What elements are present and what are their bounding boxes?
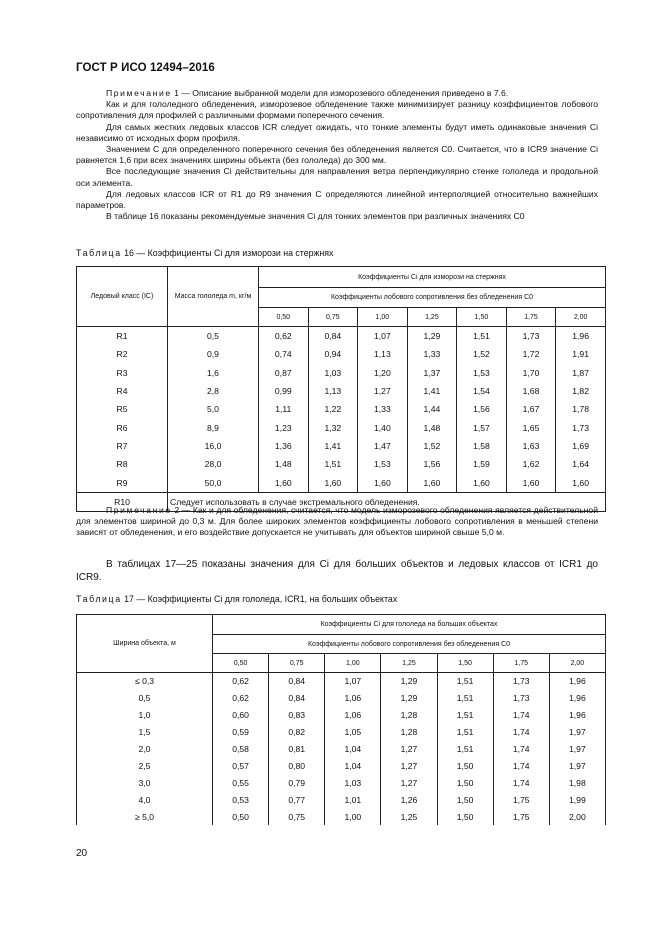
ic-cell: R9 <box>77 473 168 492</box>
coef-cell: 1,74 <box>493 757 549 774</box>
c0-value: 0,50 <box>259 308 309 327</box>
coef-cell: 1,87 <box>556 364 606 382</box>
ic-cell: R5 <box>77 400 168 418</box>
table-row <box>77 791 606 808</box>
coef-cell: 1,78 <box>556 400 606 418</box>
table-row <box>77 808 606 825</box>
coef-cell: 0,84 <box>269 690 325 707</box>
coef-cell: 1,60 <box>308 473 358 492</box>
table-17-caption <box>76 594 397 604</box>
coef-cell: 1,74 <box>493 707 549 724</box>
table-row <box>77 690 606 707</box>
note-2-label: Примечание <box>106 505 172 515</box>
note-2-text: 2 — Как и для обледенения, считается, что модель изморозевого обледенения является действительной для элементов шириной до 0,3 м. Для более широких элементов коэффициенты лобового сопротивления в меньшей степени зависят от обледенения, и его воздействие допускается не учитывать для объектов шириной свыше 5,0 м. <box>76 505 598 538</box>
c0-value: 2,00 <box>556 308 606 327</box>
table-row <box>77 327 606 346</box>
table-row <box>77 364 606 382</box>
mass-cell: 5,0 <box>168 400 259 418</box>
coef-cell: 1,51 <box>437 724 493 741</box>
coef-cell: 1,13 <box>308 382 358 400</box>
c0-value: 0,50 <box>213 654 269 673</box>
coef-cell: 1,91 <box>556 345 606 363</box>
ic-cell: R4 <box>77 382 168 400</box>
coef-cell: 1,04 <box>325 741 381 758</box>
coef-cell: 1,62 <box>506 455 556 473</box>
coef-cell: 1,06 <box>325 707 381 724</box>
table-16-col-ic: Ледовый класс (IC) <box>77 267 168 327</box>
mass-cell: 0,5 <box>168 327 259 346</box>
coef-cell: 1,64 <box>556 455 606 473</box>
coef-cell: 0,77 <box>269 791 325 808</box>
coef-cell: 1,47 <box>358 437 408 455</box>
table-16-caption-text: 16 — Коэффициенты Ci для изморози на стержнях <box>124 248 334 258</box>
coef-cell: 1,60 <box>556 473 606 492</box>
table-17-group-header: Коэффициенты Ci для гололеда на больших объектах <box>213 615 606 635</box>
coef-cell: 0,59 <box>213 724 269 741</box>
coef-cell: 0,62 <box>213 690 269 707</box>
coef-cell: 1,01 <box>325 791 381 808</box>
note-1-label: Примечание <box>106 88 172 98</box>
coef-cell: 1,37 <box>407 364 457 382</box>
coef-cell: 1,68 <box>506 382 556 400</box>
coef-cell: 1,40 <box>358 418 408 436</box>
coef-cell: 0,94 <box>308 345 358 363</box>
table-row <box>77 741 606 758</box>
coef-cell: 1,44 <box>407 400 457 418</box>
c0-value: 1,50 <box>437 654 493 673</box>
coef-cell: 1,52 <box>407 437 457 455</box>
width-cell: 2,5 <box>77 757 213 774</box>
coef-cell: 1,29 <box>407 327 457 346</box>
coef-cell: 1,73 <box>556 418 606 436</box>
ic-cell: R8 <box>77 455 168 473</box>
mass-cell: 16,0 <box>168 437 259 455</box>
coef-cell: 1,96 <box>549 673 605 690</box>
tables-paragraph-text: В таблицах 17—25 показаны значения для Ci для больших объектов и ледовых классов от ICR1 до ICR9. <box>76 559 598 583</box>
table-17 <box>76 614 606 825</box>
paragraph-6: В таблице 16 показаны рекомендуемые значения Ci для тонких элементов при различных значениях C0 <box>106 211 525 222</box>
width-cell: 0,5 <box>77 690 213 707</box>
coef-cell: 1,27 <box>381 741 437 758</box>
coef-cell: 0,58 <box>213 741 269 758</box>
coef-cell: 1,48 <box>407 418 457 436</box>
table-row <box>77 673 606 690</box>
ic-cell: R1 <box>77 327 168 346</box>
coef-cell: 1,65 <box>506 418 556 436</box>
coef-cell: 1,60 <box>457 473 507 492</box>
coef-cell: 1,74 <box>493 724 549 741</box>
note-1 <box>76 88 598 99</box>
table-row <box>77 400 606 418</box>
coef-cell: 1,52 <box>457 345 507 363</box>
coef-cell: 1,73 <box>506 327 556 346</box>
coef-cell: 1,60 <box>407 473 457 492</box>
width-cell: 2,0 <box>77 741 213 758</box>
document-header: ГОСТ Р ИСО 12494–2016 <box>76 62 215 74</box>
coef-cell: 1,56 <box>457 400 507 418</box>
table-16-caption <box>76 248 333 258</box>
coef-cell: 1,99 <box>549 791 605 808</box>
coef-cell: 2,00 <box>549 808 605 825</box>
coef-cell: 1,75 <box>493 808 549 825</box>
c0-value: 1,75 <box>493 654 549 673</box>
coef-cell: 1,50 <box>437 791 493 808</box>
coef-cell: 1,73 <box>493 673 549 690</box>
coef-cell: 1,23 <box>259 418 309 436</box>
coef-cell: 1,13 <box>358 345 408 363</box>
note-1-text: 1 — Описание выбранной модели для изморозевого обледенения приведено в 7.6. <box>174 88 509 98</box>
coef-cell: 1,28 <box>381 724 437 741</box>
coef-cell: 1,06 <box>325 690 381 707</box>
coef-cell: 1,82 <box>556 382 606 400</box>
note-2-block <box>76 505 598 539</box>
coef-cell: 0,99 <box>259 382 309 400</box>
coef-cell: 1,32 <box>308 418 358 436</box>
table-17-caption-label: Таблица <box>76 594 122 604</box>
coef-cell: 1,98 <box>549 774 605 791</box>
table-16-col-mass: Масса гололеда m, кг/м <box>168 267 259 327</box>
coef-cell: 0,81 <box>269 741 325 758</box>
coef-cell: 1,53 <box>457 364 507 382</box>
coef-cell: 1,74 <box>493 774 549 791</box>
note-2 <box>76 505 598 539</box>
coef-cell: 1,72 <box>506 345 556 363</box>
mass-cell: 8,9 <box>168 418 259 436</box>
coef-cell: 1,03 <box>325 774 381 791</box>
coef-cell: 1,50 <box>437 808 493 825</box>
coef-cell: 1,97 <box>549 724 605 741</box>
coef-cell: 0,57 <box>213 757 269 774</box>
coef-cell: 1,51 <box>457 327 507 346</box>
table-16-caption-label: Таблица <box>76 248 122 258</box>
coef-cell: 1,97 <box>549 757 605 774</box>
c0-value: 0,75 <box>308 308 358 327</box>
table-row <box>77 473 606 492</box>
coef-cell: 1,26 <box>381 791 437 808</box>
coef-cell: 1,96 <box>549 690 605 707</box>
coef-cell: 1,05 <box>325 724 381 741</box>
width-cell: ≤ 0,3 <box>77 673 213 690</box>
width-cell: ≥ 5,0 <box>77 808 213 825</box>
coef-cell: 0,75 <box>269 808 325 825</box>
coef-cell: 1,36 <box>259 437 309 455</box>
c0-value: 1,75 <box>506 308 556 327</box>
coef-cell: 0,53 <box>213 791 269 808</box>
coef-cell: 1,27 <box>358 382 408 400</box>
coef-cell: 1,56 <box>407 455 457 473</box>
table-17-subgroup-header: Коэффициенты лобового сопротивления без обледенения C0 <box>213 635 606 654</box>
coef-cell: 1,50 <box>437 774 493 791</box>
coef-cell: 1,25 <box>381 808 437 825</box>
coef-cell: 1,41 <box>308 437 358 455</box>
table-16-subgroup-header: Коэффициенты лобового сопротивления без обледенения C0 <box>259 288 606 308</box>
table-16 <box>76 266 606 512</box>
table-row <box>77 707 606 724</box>
mass-cell: 0,9 <box>168 345 259 363</box>
intro-text <box>76 88 598 222</box>
coef-cell: 1,75 <box>493 791 549 808</box>
coef-cell: 1,22 <box>308 400 358 418</box>
c0-value: 1,50 <box>457 308 507 327</box>
width-cell: 1,0 <box>77 707 213 724</box>
paragraph-3: Значением C для определенного поперечного сечения без обледенения является C0. Считается, что в ICR9 значение Ci равняется 1,6 при всех значениях ширины объекта (без гололеда) до 300 мм. <box>76 144 598 166</box>
coef-cell: 1,73 <box>493 690 549 707</box>
coef-cell: 1,03 <box>308 364 358 382</box>
mass-cell: 1,6 <box>168 364 259 382</box>
coef-cell: 1,69 <box>556 437 606 455</box>
coef-cell: 0,82 <box>269 724 325 741</box>
tables-paragraph <box>76 558 598 584</box>
mass-cell: 2,8 <box>168 382 259 400</box>
coef-cell: 0,83 <box>269 707 325 724</box>
coef-cell: 1,20 <box>358 364 408 382</box>
table-row <box>77 382 606 400</box>
coef-cell: 0,79 <box>269 774 325 791</box>
paragraph-1: Как и для гололедного обледенения, изморозевое обледенение также минимизирует разницу коэффициентов лобового сопротивления для профилей с различными формами поперечного сечения. <box>76 99 598 121</box>
c0-value: 1,00 <box>358 308 408 327</box>
coef-cell: 1,63 <box>506 437 556 455</box>
table-row <box>77 455 606 473</box>
c0-value: 2,00 <box>549 654 605 673</box>
coef-cell: 1,29 <box>381 690 437 707</box>
ic-cell: R3 <box>77 364 168 382</box>
coef-cell: 0,55 <box>213 774 269 791</box>
coef-cell: 1,51 <box>437 741 493 758</box>
coef-cell: 1,07 <box>325 673 381 690</box>
coef-cell: 1,96 <box>556 327 606 346</box>
c0-value: 1,25 <box>381 654 437 673</box>
c0-value: 0,75 <box>269 654 325 673</box>
coef-cell: 1,11 <box>259 400 309 418</box>
mass-cell: 28,0 <box>168 455 259 473</box>
page-number: 20 <box>76 848 88 859</box>
coef-cell: 1,28 <box>381 707 437 724</box>
width-cell: 4,0 <box>77 791 213 808</box>
coef-cell: 1,27 <box>381 757 437 774</box>
table-17-col-width: Ширина объекта, м <box>77 615 213 673</box>
paragraph-2: Для самых жестких ледовых классов ICR следует ожидать, что тонкие элементы будут иметь одинаковые значения Ci независимо от исходных форм профиля. <box>76 121 598 143</box>
coef-cell: 0,74 <box>259 345 309 363</box>
paragraph-4: Все последующие значения Ci действительны для направления ветра перпендикулярно стенке гололеда и продольной оси элемента. <box>76 166 598 188</box>
coef-cell: 1,29 <box>381 673 437 690</box>
table-row <box>77 418 606 436</box>
coef-cell: 1,97 <box>549 741 605 758</box>
coef-cell: 1,60 <box>358 473 408 492</box>
table-row <box>77 437 606 455</box>
paragraph-5: Для ледовых классов ICR от R1 до R9 значения C определяются линейной интерполяцией относительно важнейших параметров. <box>76 188 598 211</box>
coef-cell: 1,67 <box>506 400 556 418</box>
coef-cell: 0,84 <box>269 673 325 690</box>
coef-cell: 1,59 <box>457 455 507 473</box>
ic-cell: R6 <box>77 418 168 436</box>
table-17-caption-text: 17 — Коэффициенты Ci для гололеда, ICR1, на больших объектах <box>124 594 398 604</box>
coef-cell: 1,33 <box>407 345 457 363</box>
coef-cell: 1,57 <box>457 418 507 436</box>
table-row <box>77 757 606 774</box>
coef-cell: 1,58 <box>457 437 507 455</box>
coef-cell: 0,50 <box>213 808 269 825</box>
coef-cell: 1,74 <box>493 741 549 758</box>
ic-cell: R7 <box>77 437 168 455</box>
coef-cell: 1,60 <box>259 473 309 492</box>
coef-cell: 1,51 <box>308 455 358 473</box>
coef-cell: 1,51 <box>437 690 493 707</box>
coef-cell: 0,80 <box>269 757 325 774</box>
r10-text-cell: Следует использовать в случае экстремального обледенения. <box>168 492 606 511</box>
ic-cell: R2 <box>77 345 168 363</box>
coef-cell: 0,87 <box>259 364 309 382</box>
mass-cell: 50,0 <box>168 473 259 492</box>
coef-cell: 1,70 <box>506 364 556 382</box>
table-row <box>77 724 606 741</box>
table-16-group-header: Коэффициенты Ci для изморози на стержнях <box>259 267 606 288</box>
coef-cell: 1,60 <box>506 473 556 492</box>
coef-cell: 0,62 <box>213 673 269 690</box>
coef-cell: 1,48 <box>259 455 309 473</box>
coef-cell: 1,04 <box>325 757 381 774</box>
table-row <box>77 345 606 363</box>
coef-cell: 1,41 <box>407 382 457 400</box>
coef-cell: 1,50 <box>437 757 493 774</box>
coef-cell: 1,51 <box>437 673 493 690</box>
coef-cell: 1,53 <box>358 455 408 473</box>
coef-cell: 1,00 <box>325 808 381 825</box>
table-row <box>77 774 606 791</box>
coef-cell: 1,96 <box>549 707 605 724</box>
coef-cell: 1,51 <box>437 707 493 724</box>
width-cell: 3,0 <box>77 774 213 791</box>
coef-cell: 0,84 <box>308 327 358 346</box>
coef-cell: 1,33 <box>358 400 408 418</box>
c0-value: 1,00 <box>325 654 381 673</box>
ic-cell: R10 <box>77 492 168 511</box>
coef-cell: 1,07 <box>358 327 408 346</box>
coef-cell: 1,54 <box>457 382 507 400</box>
coef-cell: 1,27 <box>381 774 437 791</box>
coef-cell: 0,62 <box>259 327 309 346</box>
coef-cell: 0,60 <box>213 707 269 724</box>
c0-value: 1,25 <box>407 308 457 327</box>
width-cell: 1,5 <box>77 724 213 741</box>
